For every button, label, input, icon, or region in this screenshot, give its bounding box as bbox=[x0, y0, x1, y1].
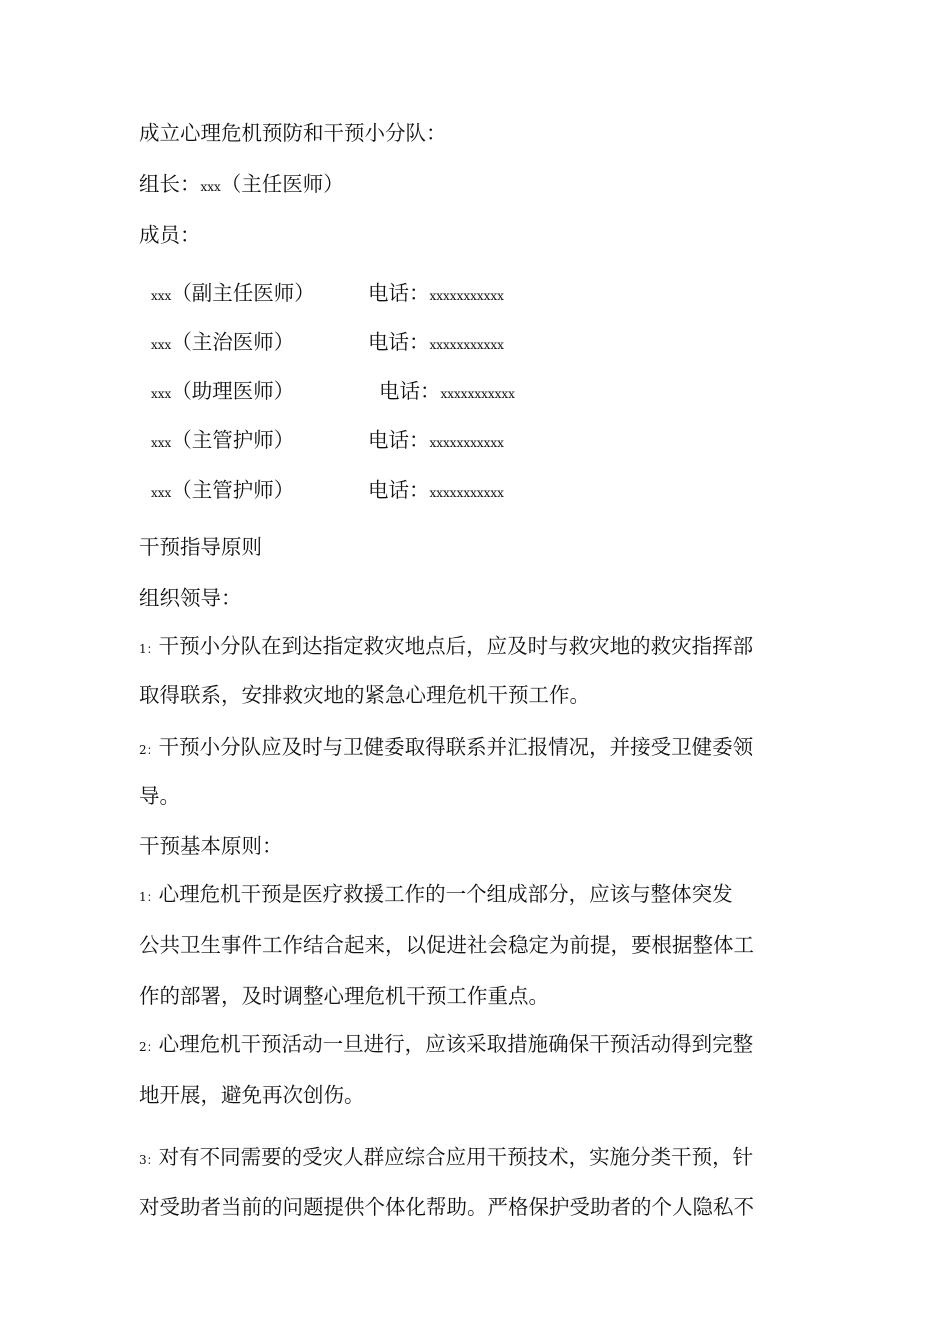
member-2-phone bbox=[379, 377, 515, 408]
leader-title: （主任医师） bbox=[220, 172, 344, 196]
leader-line bbox=[139, 170, 344, 201]
member-2 bbox=[151, 377, 294, 408]
member-title: （主管护师） bbox=[171, 478, 295, 502]
basic-item-2-line2: 地开展，避免再次创伤。 bbox=[139, 1083, 365, 1107]
org-title: 组织领导： bbox=[139, 586, 242, 610]
phone-label: 电话： bbox=[368, 281, 430, 305]
phone-label: 电话： bbox=[379, 379, 441, 403]
phone-number: xxxxxxxxxxx bbox=[429, 436, 504, 450]
basic-item-3-line2: 对受助者当前的问题提供个体化帮助。严格保护受助者的个人隐私不 bbox=[139, 1195, 754, 1219]
member-name: xxx bbox=[151, 387, 172, 401]
item-text: 心理危机干预是医疗救援工作的一个组成部分，应该与整体突发 bbox=[158, 882, 733, 906]
phone-number: xxxxxxxxxxx bbox=[440, 387, 515, 401]
guide-title: 干预指导原则 bbox=[139, 535, 262, 559]
item-text: 干预小分队在到达指定救灾地点后，应及时与救灾地的救灾指挥部 bbox=[158, 634, 754, 658]
item-text: 对有不同需要的受灾人群应综合应用干预技术，实施分类干预，针 bbox=[158, 1145, 754, 1169]
org-item-2-line1 bbox=[139, 733, 753, 764]
member-1-phone bbox=[368, 328, 504, 359]
member-name: xxx bbox=[151, 289, 172, 303]
item-number: 1： bbox=[139, 890, 159, 904]
member-3-phone bbox=[368, 426, 504, 457]
phone-label: 电话： bbox=[368, 330, 430, 354]
item-number: 2： bbox=[139, 1040, 159, 1054]
phone-label: 电话： bbox=[368, 478, 430, 502]
member-name: xxx bbox=[151, 338, 172, 352]
phone-label: 电话： bbox=[368, 428, 430, 452]
basic-item-2-line1 bbox=[139, 1030, 753, 1061]
org-item-2-line2: 导。 bbox=[139, 784, 180, 808]
member-title: （主管护师） bbox=[171, 428, 295, 452]
member-name: xxx bbox=[151, 436, 172, 450]
heading: 成立心理危机预防和干预小分队： bbox=[139, 121, 447, 145]
member-1 bbox=[151, 328, 294, 359]
phone-number: xxxxxxxxxxx bbox=[429, 486, 504, 500]
member-title: （主治医师） bbox=[171, 330, 295, 354]
item-text: 心理危机干预活动一旦进行，应该采取措施确保干预活动得到完整 bbox=[158, 1032, 754, 1056]
member-0-phone bbox=[368, 279, 504, 310]
org-item-1-line2: 取得联系，安排救灾地的紧急心理危机干预工作。 bbox=[139, 683, 590, 707]
item-number: 2： bbox=[139, 743, 159, 757]
item-number: 1： bbox=[139, 642, 159, 656]
member-4 bbox=[151, 476, 294, 507]
member-4-phone bbox=[368, 476, 504, 507]
org-item-1-line1 bbox=[139, 632, 753, 663]
item-text: 干预小分队应及时与卫健委取得联系并汇报情况，并接受卫健委领 bbox=[158, 735, 754, 759]
member-title: （副主任医师） bbox=[171, 281, 315, 305]
basic-item-1-line3: 作的部署，及时调整心理危机干预工作重点。 bbox=[139, 984, 549, 1008]
leader-label: 组长： bbox=[139, 172, 201, 196]
member-0 bbox=[151, 279, 315, 310]
member-name: xxx bbox=[151, 486, 172, 500]
phone-number: xxxxxxxxxxx bbox=[429, 338, 504, 352]
member-title: （助理医师） bbox=[171, 379, 295, 403]
basic-item-1-line2: 公共卫生事件工作结合起来，以促进社会稳定为前提，要根据整体工 bbox=[139, 933, 754, 957]
basic-item-1-line1 bbox=[139, 880, 733, 911]
basic-item-3-line1 bbox=[139, 1143, 753, 1174]
basic-title: 干预基本原则： bbox=[139, 834, 283, 858]
item-number: 3： bbox=[139, 1153, 159, 1167]
members-label: 成员： bbox=[139, 223, 201, 247]
phone-number: xxxxxxxxxxx bbox=[429, 289, 504, 303]
leader-name: xxx bbox=[200, 180, 221, 194]
member-3 bbox=[151, 426, 294, 457]
